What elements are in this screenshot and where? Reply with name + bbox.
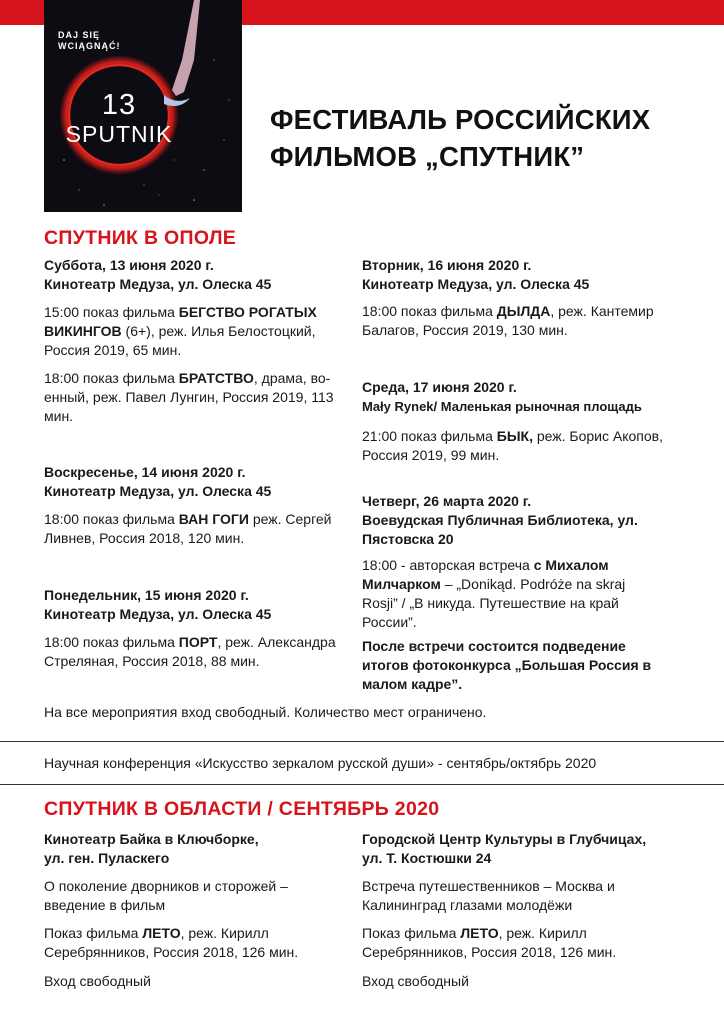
region-left-free: Вход свободный: [44, 973, 151, 989]
sunday-screening: [44, 510, 362, 548]
region-right-screening: [362, 924, 662, 962]
region-left-venue: [44, 830, 259, 868]
film-title: БЫК,: [496, 428, 533, 444]
meeting-prefix: 18:00 - авторская встреча: [362, 557, 534, 573]
screening-details: , реж. Кантемир Балагов, Россия 2019, 130 мин.: [362, 303, 654, 338]
event-venue: Кинотеатр Медуза, ул. Олеска 45: [362, 276, 590, 292]
divider-top: [0, 741, 724, 742]
event-venue: Кинотеатр Медуза, ул. Олеска 45: [44, 276, 272, 292]
poster-tagline: [58, 30, 121, 52]
title-line-2: ФИЛЬМОВ „СПУТНИК”: [270, 141, 585, 172]
film-title: ЛЕТО: [460, 925, 499, 941]
region-left-screening: [44, 924, 344, 962]
author-name: с Михалом Милчарком: [362, 557, 609, 592]
poster-name: SPUTNIK: [65, 121, 173, 147]
conference-note: Научная конференция «Искусство зеркалом русской души» - сентябрь/октябрь 2020: [44, 755, 597, 771]
region-section-title: СПУТНИК В ОБЛАСТИ / СЕНТЯБРЬ 2020: [44, 798, 440, 820]
tuesday-block: [362, 256, 589, 294]
sunday-block: [44, 463, 271, 501]
event-venue: Mały Rynek/ Маленькая рыночная площадь: [362, 399, 642, 414]
screening-prefix: 18:00 показ фильма: [44, 370, 179, 386]
saturday-block: [44, 256, 271, 294]
screening-prefix: Показ фильма: [44, 925, 143, 941]
free-entry-note: На все мероприятия вход свободный. Количество мест ограничено.: [44, 704, 487, 720]
screening-prefix: 18:00 показ фильма: [44, 511, 179, 527]
event-day: Воскресенье, 14 июня 2020 г.: [44, 464, 246, 480]
opole-section-title: СПУТНИК В ОПОЛЕ: [44, 227, 237, 249]
photo-contest-note: После встречи состоится подведение итогов фотоконкурса „Большая Россия в малом кадре”.: [362, 638, 652, 692]
poster-tagline-line-2: WCIĄGNĄĆ!: [58, 41, 121, 51]
monday-screening: [44, 633, 344, 671]
event-venue: Воевудская Публичная Библиотека, ул. Пястовска 20: [362, 512, 638, 547]
divider-bottom: [0, 784, 724, 785]
festival-poster: [44, 0, 242, 212]
event-day: Четверг, 26 марта 2020 г.: [362, 493, 532, 509]
title-line-1: ФЕСТИВАЛЬ РОССИЙСКИХ: [270, 104, 651, 135]
saturday-screening-2: [44, 369, 346, 426]
wednesday-screening: [362, 427, 692, 465]
event-venue: Кинотеатр Медуза, ул. Олеска 45: [44, 483, 272, 499]
venue-address: ул. ген. Пуласкего: [44, 850, 170, 866]
screening-details: (6+), реж. Илья Белостоцкий, Россия 2019, 65 мин.: [44, 323, 316, 358]
thursday-author-meeting: [362, 556, 662, 632]
screening-prefix: 18:00 показ фильма: [362, 303, 497, 319]
event-venue: Кинотеатр Медуза, ул. Олеска 45: [44, 606, 272, 622]
film-title: ПОРТ: [178, 634, 218, 650]
region-right-venue: [362, 830, 646, 868]
event-day: Среда, 17 июня 2020 г.: [362, 379, 517, 395]
wednesday-block: [362, 378, 642, 416]
film-title: ДЫЛДА: [496, 303, 551, 319]
region-right-intro: Встреча путешественников – Москва и Калининград глазами молодёжи: [362, 878, 615, 913]
page-title: [270, 101, 700, 175]
saturday-screening-1: [44, 303, 354, 360]
meeting-details: – „Donikąd. Podróże na skraj Rosji” / „В никуда. Путешествие на край России”.: [362, 576, 626, 630]
monday-block: [44, 586, 271, 624]
screening-prefix: 21:00 показ фильма: [362, 428, 497, 444]
screening-details: реж. Борис Акопов, Россия 2019, 99 мин.: [362, 428, 663, 463]
screening-prefix: 15:00 показ фильма: [44, 304, 179, 320]
thursday-block: [362, 492, 682, 549]
screening-details: , драма, во-енный, реж. Павел Лунгин, Россия 2019, 113 мин.: [44, 370, 334, 424]
screening-details: , реж. Александра Стреляная, Россия 2018, 88 мин.: [44, 634, 336, 669]
region-left-intro: О поколение дворников и сторожей – введение в фильм: [44, 878, 288, 913]
screening-details: реж. Сергей Ливнев, Россия 2018, 120 мин.: [44, 511, 332, 546]
poster-number: 13: [101, 89, 137, 121]
tuesday-screening: [362, 302, 692, 340]
screening-prefix: Показ фильма: [362, 925, 461, 941]
event-day: Вторник, 16 июня 2020 г.: [362, 257, 532, 273]
region-right-free: Вход свободный: [362, 973, 469, 989]
venue-name: Кинотеатр Байка в Ключборке,: [44, 831, 259, 847]
venue-address: ул. Т. Костюшки 24: [362, 850, 492, 866]
film-title: ЛЕТО: [142, 925, 181, 941]
screening-details: , реж. Кирилл Серебрянников, Россия 2018, 126 мин.: [44, 925, 299, 960]
screening-prefix: 18:00 показ фильма: [44, 634, 179, 650]
poster-tagline-line-1: DAJ SIĘ: [58, 30, 101, 40]
event-day: Суббота, 13 июня 2020 г.: [44, 257, 214, 273]
film-title: БРАТСТВО: [178, 370, 254, 386]
event-day: Понедельник, 15 июня 2020 г.: [44, 587, 249, 603]
screening-details: , реж. Кирилл Серебрянников, Россия 2018, 126 мин.: [362, 925, 617, 960]
film-title: БЕГСТВО РОГАТЫХ ВИКИНГОВ: [44, 304, 317, 339]
film-title: ВАН ГОГИ: [178, 511, 249, 527]
venue-name: Городской Центр Культуры в Глубчицах,: [362, 831, 647, 847]
